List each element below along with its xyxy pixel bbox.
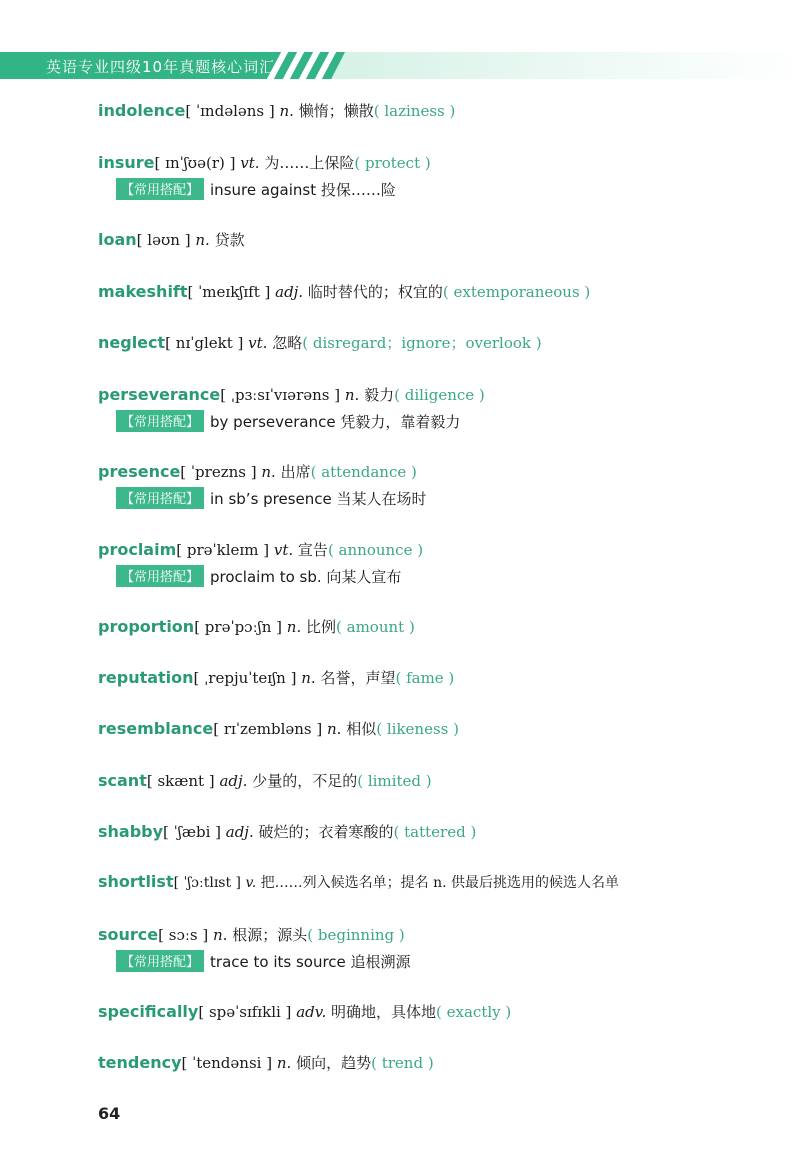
definition: 把……列入候选名单；提名 n. 供最后挑选用的候选人名单 xyxy=(260,875,620,891)
entry-scant xyxy=(98,770,432,791)
headword: perseverance xyxy=(98,385,221,404)
part-of-speech: vt. xyxy=(248,334,268,352)
synonym: ( extemporaneous ) xyxy=(442,283,591,301)
collocation-perseverance xyxy=(116,410,460,432)
synonym: ( laziness ) xyxy=(373,102,456,120)
definition: 破烂的；衣着寒酸的 xyxy=(258,823,394,841)
headword: shortlist xyxy=(98,872,174,891)
headword: proportion xyxy=(98,617,195,636)
headword: scant xyxy=(98,771,147,790)
collocation-badge: 【常用搭配】 xyxy=(116,178,204,200)
definition: 懒惰；懒散 xyxy=(298,102,374,120)
synonym: ( protect ) xyxy=(354,154,431,172)
synonym: ( disregard；ignore；overlook ) xyxy=(302,334,542,352)
collocation-badge: 【常用搭配】 xyxy=(116,950,204,972)
collocation-text: proclaim to sb. 向某人宣布 xyxy=(210,568,402,586)
synonym: ( amount ) xyxy=(336,618,415,636)
part-of-speech: n. xyxy=(279,102,294,120)
headword: tendency xyxy=(98,1053,182,1072)
entry-tendency xyxy=(98,1052,434,1073)
entry-indolence xyxy=(98,100,455,121)
pronunciation: [ sɔːs ] xyxy=(158,926,209,944)
pronunciation: [ ləʊn ] xyxy=(136,231,191,249)
headword: makeshift xyxy=(98,282,188,301)
part-of-speech: n. xyxy=(213,926,228,944)
synonym: ( exactly ) xyxy=(436,1003,512,1021)
headword: resemblance xyxy=(98,719,214,738)
entry-proclaim xyxy=(98,539,423,560)
headword: presence xyxy=(98,462,181,481)
pronunciation: [ skænt ] xyxy=(146,772,215,790)
definition: 相似 xyxy=(346,720,377,738)
part-of-speech: n. xyxy=(261,463,276,481)
entry-neglect xyxy=(98,332,542,353)
definition: 毅力 xyxy=(364,386,395,404)
part-of-speech: vt. xyxy=(240,154,260,172)
part-of-speech: adj. xyxy=(275,283,304,301)
collocation-proclaim xyxy=(116,565,401,587)
headword: specifically xyxy=(98,1002,199,1021)
entry-insure xyxy=(98,152,431,173)
part-of-speech: vt. xyxy=(273,541,294,559)
page-number: 64 xyxy=(98,1104,121,1123)
collocation-badge: 【常用搭配】 xyxy=(116,565,204,587)
collocation-text: by perseverance 凭毅力，靠着毅力 xyxy=(210,413,461,431)
headword: insure xyxy=(98,153,155,172)
pronunciation: [ prəˈkleɪm ] xyxy=(176,541,270,559)
definition: 比例 xyxy=(306,618,337,636)
pronunciation: [ ɪnˈʃʊə(r) ] xyxy=(154,154,236,172)
part-of-speech: n. xyxy=(344,386,360,404)
part-of-speech: adj. xyxy=(219,772,248,790)
part-of-speech: n. xyxy=(327,720,342,738)
definition: 倾向，趋势 xyxy=(296,1054,372,1072)
collocation-text: insure against 投保……险 xyxy=(210,181,396,199)
part-of-speech: n. xyxy=(195,231,210,249)
entry-proportion xyxy=(98,616,415,637)
synonym: ( beginning ) xyxy=(307,926,405,944)
pronunciation: [ prəˈpɔːʃn ] xyxy=(194,618,282,636)
header-stripes-decoration xyxy=(268,52,348,79)
collocation-text: trace to its source 追根溯源 xyxy=(210,953,411,971)
definition: 贷款 xyxy=(214,231,245,249)
headword: shabby xyxy=(98,822,164,841)
entry-makeshift xyxy=(98,281,590,302)
collocation-badge: 【常用搭配】 xyxy=(116,410,204,432)
synonym: ( fame ) xyxy=(395,669,455,687)
entry-perseverance xyxy=(98,384,485,405)
pronunciation: [ spəˈsɪfɪkli ] xyxy=(198,1003,292,1021)
part-of-speech: n. xyxy=(276,1054,292,1072)
collocation-insure xyxy=(116,178,396,200)
pronunciation: [ ˈtendənsi ] xyxy=(181,1054,273,1072)
part-of-speech: n. xyxy=(301,669,316,687)
part-of-speech: v. xyxy=(245,875,257,891)
headword: neglect xyxy=(98,333,166,352)
part-of-speech: n. xyxy=(286,618,302,636)
pronunciation: [ ˈɪndələns ] xyxy=(185,102,275,120)
entry-shabby xyxy=(98,821,476,842)
headword: source xyxy=(98,925,159,944)
synonym: ( diligence ) xyxy=(394,386,485,404)
synonym: ( limited ) xyxy=(357,772,432,790)
entry-source xyxy=(98,924,405,945)
part-of-speech: adj. xyxy=(225,823,254,841)
pronunciation: [ ˌpɜːsɪˈvɪərəns ] xyxy=(220,386,341,404)
definition: 明确地，具体地 xyxy=(331,1003,437,1021)
pronunciation: [ ˈmeɪkʃɪft ] xyxy=(187,283,271,301)
collocation-text: in sb’s presence 当某人在场时 xyxy=(210,490,427,508)
headword: proclaim xyxy=(98,540,177,559)
pronunciation: [ rɪˈzembləns ] xyxy=(213,720,323,738)
headword: loan xyxy=(98,230,137,249)
definition: 少量的，不足的 xyxy=(252,772,358,790)
definition: 宣告 xyxy=(297,541,328,559)
headword: indolence xyxy=(98,101,186,120)
pronunciation: [ nɪˈglekt ] xyxy=(165,334,244,352)
definition: 忽略 xyxy=(272,334,303,352)
entry-resemblance xyxy=(98,718,459,739)
collocation-presence xyxy=(116,487,427,509)
synonym: ( announce ) xyxy=(327,541,424,559)
part-of-speech: adv. xyxy=(296,1003,327,1021)
synonym: ( likeness ) xyxy=(376,720,459,738)
collocation-source xyxy=(116,950,411,972)
entry-loan xyxy=(98,229,245,250)
headword: reputation xyxy=(98,668,194,687)
synonym: ( attendance ) xyxy=(310,463,417,481)
pronunciation: [ ˈʃæbi ] xyxy=(163,823,221,841)
synonym: ( trend ) xyxy=(371,1054,434,1072)
definition: 为……上保险 xyxy=(264,154,355,172)
entry-specifically xyxy=(98,1001,511,1022)
pronunciation: [ ˌrepjuˈteɪʃn ] xyxy=(193,669,297,687)
definition: 临时替代的；权宜的 xyxy=(307,283,443,301)
definition: 出席 xyxy=(280,463,311,481)
definition: 名誉，声望 xyxy=(320,669,396,687)
header-title: 英语专业四级10年真题核心词汇 xyxy=(46,58,276,76)
synonym: ( tattered ) xyxy=(393,823,477,841)
pronunciation: [ ˈʃɔːtlɪst ] xyxy=(173,875,242,891)
entry-shortlist xyxy=(98,872,619,892)
entry-presence xyxy=(98,461,417,482)
entry-reputation xyxy=(98,667,454,688)
collocation-badge: 【常用搭配】 xyxy=(116,487,204,509)
pronunciation: [ ˈprezns ] xyxy=(180,463,257,481)
definition: 根源；源头 xyxy=(232,926,308,944)
